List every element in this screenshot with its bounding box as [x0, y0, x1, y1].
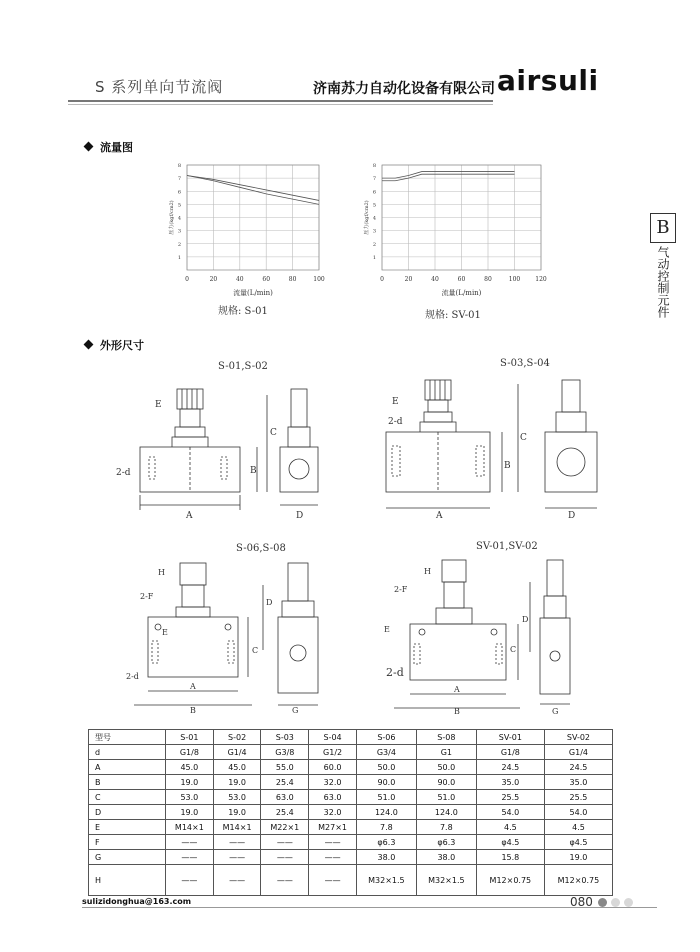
table-cell: S-04: [309, 730, 357, 745]
label-d: D: [266, 598, 273, 607]
label-b: B: [250, 466, 257, 476]
table-cell: φ6.3: [416, 835, 476, 850]
table-cell: 25.5: [544, 790, 612, 805]
table-row: [89, 790, 613, 805]
body-side: [280, 447, 318, 492]
table-cell: 25.5: [476, 790, 544, 805]
header-rule: [68, 100, 493, 102]
series-line: [382, 172, 515, 179]
row-label-cell: d: [89, 745, 166, 760]
table-cell: φ6.3: [356, 835, 416, 850]
table-cell: 124.0: [416, 805, 476, 820]
label-e: E: [384, 625, 390, 634]
label-g: G: [292, 706, 299, 715]
table-cell: 50.0: [416, 760, 476, 775]
table-cell: G1: [416, 745, 476, 760]
company-name: 济南苏力自动化设备有限公司: [313, 81, 495, 97]
table-cell: S-03: [261, 730, 309, 745]
table-cell: ——: [261, 865, 309, 896]
table-cell: 54.0: [476, 805, 544, 820]
section-flow-chart: [85, 139, 133, 155]
x-tick-label: 100: [508, 276, 521, 283]
flow-chart-sv01: [345, 155, 560, 297]
y-tick-label: 8: [177, 163, 181, 169]
table-cell: 53.0: [213, 790, 261, 805]
table-cell: S-08: [416, 730, 476, 745]
label-h: H: [158, 568, 165, 577]
row-label-cell: D: [89, 805, 166, 820]
x-axis-label: 流量(L/min): [233, 289, 273, 297]
y-tick-label: 4: [372, 215, 376, 222]
y-tick-label: 7: [372, 176, 376, 183]
page-dot-icon: [611, 898, 620, 907]
label-d: D: [296, 511, 304, 521]
drawing-s03-s04: [380, 372, 620, 522]
table-cell: 35.0: [544, 775, 612, 790]
table-cell: 19.0: [213, 805, 261, 820]
y-axis-label: 压力(kgf/cm2): [364, 200, 370, 235]
y-tick-label: 3: [372, 228, 376, 235]
label-e: E: [392, 397, 399, 407]
y-tick-label: 8: [372, 163, 376, 169]
y-tick-label: 1: [177, 254, 181, 261]
table-cell: φ4.5: [476, 835, 544, 850]
side-tab-letter: B: [650, 213, 676, 243]
x-tick-label: 40: [431, 276, 439, 283]
table-cell: G3/4: [356, 745, 416, 760]
table-cell: G1/8: [476, 745, 544, 760]
section-flow-chart-label: 流量图: [100, 141, 133, 154]
table-cell: 15.8: [476, 850, 544, 865]
table-cell: M14×1: [166, 820, 214, 835]
y-tick-label: 2: [372, 241, 376, 248]
table-cell: 54.0: [544, 805, 612, 820]
row-label-cell: H: [89, 865, 166, 896]
x-tick-label: 120: [535, 276, 547, 283]
table-cell: ——: [309, 865, 357, 896]
table-cell: G1/4: [544, 745, 612, 760]
x-tick-label: 60: [262, 276, 271, 283]
label-a: A: [186, 511, 193, 521]
table-cell: ——: [166, 835, 214, 850]
table-cell: 124.0: [356, 805, 416, 820]
drawing-title-s06: S-06,S-08: [236, 543, 286, 554]
section-dimensions-label: 外形尺寸: [100, 339, 144, 352]
chart-caption-sv01: 规格: SV-01: [425, 310, 481, 321]
page-number: 080: [570, 895, 593, 909]
table-row: [89, 820, 613, 835]
x-tick-label: 0: [380, 276, 384, 283]
table-cell: M14×1: [213, 820, 261, 835]
label-c: C: [270, 428, 277, 438]
table-cell: S-06: [356, 730, 416, 745]
label-2f: 2-F: [140, 592, 154, 601]
table-cell: 32.0: [309, 805, 357, 820]
table-cell: 4.5: [544, 820, 612, 835]
y-tick-label: 2: [177, 241, 181, 248]
label-g: G: [552, 707, 559, 716]
table-row: [89, 760, 613, 775]
table-cell: 90.0: [356, 775, 416, 790]
label-h: H: [424, 567, 431, 576]
table-cell: ——: [166, 850, 214, 865]
x-tick-label: 0: [185, 276, 189, 283]
spec-table: [88, 729, 613, 896]
label-c: C: [252, 646, 259, 655]
drawing-title-sv01: SV-01,SV-02: [476, 541, 538, 552]
table-cell: ——: [213, 835, 261, 850]
x-tick-label: 20: [404, 276, 413, 283]
brand-logo: airsuli: [497, 64, 599, 97]
label-c: C: [520, 433, 527, 443]
table-cell: 53.0: [166, 790, 214, 805]
table-cell: 24.5: [476, 760, 544, 775]
table-cell: M22×1: [261, 820, 309, 835]
label-b: B: [504, 461, 511, 471]
diamond-bullet-icon: [84, 142, 94, 152]
table-cell: ——: [261, 835, 309, 850]
y-tick-label: 1: [372, 254, 376, 261]
table-cell: G3/8: [261, 745, 309, 760]
label-2d: 2-d: [386, 666, 404, 679]
table-cell: SV-01: [476, 730, 544, 745]
drawing-title-s01: S-01,S-02: [218, 361, 268, 372]
table-cell: ——: [213, 865, 261, 896]
label-a: A: [190, 682, 196, 691]
row-label-cell: F: [89, 835, 166, 850]
table-cell: 45.0: [166, 760, 214, 775]
y-axis-label: 压力(kgf/cm2): [169, 200, 175, 235]
y-tick-label: 5: [177, 202, 181, 209]
x-tick-label: 60: [457, 276, 466, 283]
header-rule-thin: [68, 104, 493, 105]
section-dimensions: [85, 337, 144, 353]
table-cell: M12×0.75: [476, 865, 544, 896]
label-c: C: [510, 645, 517, 654]
flow-chart-s01: [150, 155, 340, 297]
table-cell: 63.0: [309, 790, 357, 805]
label-e: E: [162, 628, 168, 637]
table-cell: M27×1: [309, 820, 357, 835]
table-cell: 55.0: [261, 760, 309, 775]
table-cell: 51.0: [356, 790, 416, 805]
page-dot-icon: [624, 898, 633, 907]
x-tick-label: 100: [313, 276, 325, 283]
x-tick-label: 80: [288, 276, 297, 283]
series-title: S 系列单向节流阀: [95, 78, 224, 96]
drawing-s01-s02: [110, 375, 350, 525]
drawing-title-s03: S-03,S-04: [500, 358, 550, 369]
x-axis-label: 流量(L/min): [441, 289, 482, 297]
table-header-row: [89, 730, 613, 745]
label-d: D: [522, 615, 529, 624]
x-tick-label: 40: [235, 276, 244, 283]
table-cell: 25.4: [261, 805, 309, 820]
label-2d: 2-d: [126, 672, 139, 681]
y-tick-label: 5: [372, 202, 376, 209]
table-cell: φ4.5: [544, 835, 612, 850]
drawing-sv01-sv02: [380, 552, 610, 717]
table-row: [89, 850, 613, 865]
label-2d: 2-d: [388, 417, 403, 427]
table-cell: G1/8: [166, 745, 214, 760]
table-cell: M32×1.5: [416, 865, 476, 896]
table-cell: G1/4: [213, 745, 261, 760]
table-cell: 51.0: [416, 790, 476, 805]
table-cell: 19.0: [166, 805, 214, 820]
table-row: [89, 775, 613, 790]
row-label-cell: 型号: [89, 730, 166, 745]
row-label-cell: B: [89, 775, 166, 790]
table-cell: 24.5: [544, 760, 612, 775]
table-cell: 4.5: [476, 820, 544, 835]
table-cell: G1/2: [309, 745, 357, 760]
label-2f: 2-F: [394, 585, 408, 594]
label-b: B: [190, 706, 196, 715]
table-cell: 25.4: [261, 775, 309, 790]
table-cell: 19.0: [166, 775, 214, 790]
series-line: [187, 176, 319, 205]
table-cell: ——: [261, 850, 309, 865]
label-a: A: [454, 685, 460, 694]
y-tick-label: 4: [177, 215, 181, 222]
table-cell: S-02: [213, 730, 261, 745]
table-cell: ——: [166, 865, 214, 896]
label-d: D: [568, 511, 576, 521]
y-tick-label: 3: [177, 228, 181, 235]
table-row: [89, 835, 613, 850]
x-tick-label: 20: [209, 276, 218, 283]
x-tick-label: 80: [484, 276, 492, 283]
table-cell: 7.8: [416, 820, 476, 835]
series-line: [382, 174, 515, 181]
table-cell: 38.0: [356, 850, 416, 865]
table-cell: ——: [213, 850, 261, 865]
table-cell: M12×0.75: [544, 865, 612, 896]
table-cell: SV-02: [544, 730, 612, 745]
row-label-cell: G: [89, 850, 166, 865]
y-tick-label: 6: [372, 189, 376, 196]
row-label-cell: C: [89, 790, 166, 805]
table-cell: 90.0: [416, 775, 476, 790]
table-cell: 50.0: [356, 760, 416, 775]
table-cell: 60.0: [309, 760, 357, 775]
table-row: [89, 865, 613, 896]
label-b: B: [454, 707, 460, 716]
table-row: [89, 745, 613, 760]
table-cell: S-01: [166, 730, 214, 745]
table-cell: 32.0: [309, 775, 357, 790]
table-cell: 63.0: [261, 790, 309, 805]
diamond-bullet-icon: [84, 340, 94, 350]
table-cell: 19.0: [544, 850, 612, 865]
table-cell: 45.0: [213, 760, 261, 775]
chart-caption-s01: 规格: S-01: [218, 306, 268, 317]
label-e: E: [155, 400, 162, 410]
table-cell: 19.0: [213, 775, 261, 790]
side-tab-label: 气动控制元件: [656, 246, 670, 318]
row-label-cell: A: [89, 760, 166, 775]
label-2d: 2-d: [116, 468, 131, 478]
footer-email: sulizidonghua@163.com: [82, 897, 192, 906]
table-cell: M32×1.5: [356, 865, 416, 896]
table-cell: ——: [309, 850, 357, 865]
page-dot-icon: [598, 898, 607, 907]
table-cell: 38.0: [416, 850, 476, 865]
table-cell: ——: [309, 835, 357, 850]
y-tick-label: 6: [177, 189, 181, 196]
drawing-s06-s08: [120, 555, 340, 715]
table-cell: 35.0: [476, 775, 544, 790]
label-a: A: [436, 511, 443, 521]
row-label-cell: E: [89, 820, 166, 835]
table-row: [89, 805, 613, 820]
y-tick-label: 7: [177, 176, 181, 183]
table-cell: 7.8: [356, 820, 416, 835]
